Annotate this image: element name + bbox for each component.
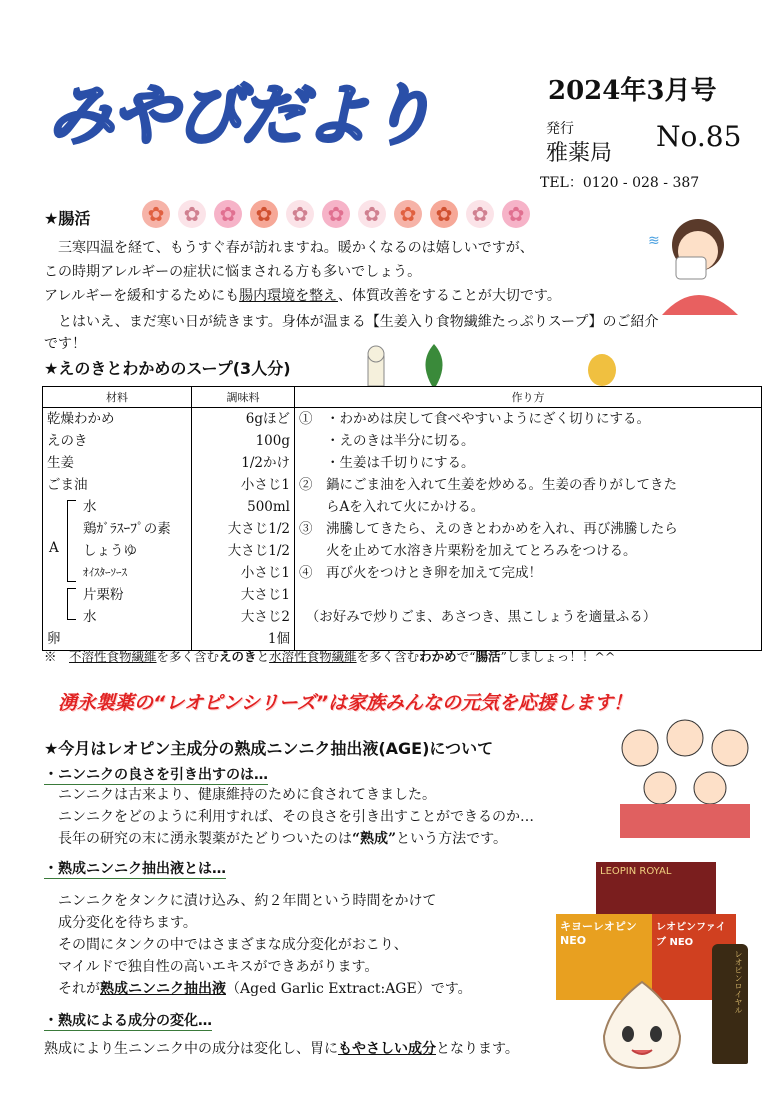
step-line: ② 鍋にごま油を入れて生姜を炒める。生姜の香りがしてきた — [299, 477, 677, 493]
garlic-mascot-illustration — [590, 976, 694, 1072]
age-para-2-2: 成分変化を待ちます。 — [58, 915, 197, 931]
issue-number: No.85 — [656, 120, 742, 153]
gut-para-5: です！ — [44, 336, 86, 352]
amount-list — [192, 408, 295, 651]
recipe-note: ※ 不溶性食物繊維を多く含むえのきと水溶性食物繊維を多く含むわかめで“腸活”しましょっ！！^^ — [44, 649, 616, 664]
sneezing-woman-illustration — [640, 205, 750, 315]
list-item: 大さじ1/2 — [227, 543, 290, 559]
flower-row — [142, 200, 530, 228]
list-item: 水 — [83, 609, 97, 625]
age-heading: ★今月はレオピン主成分の熟成ニンニク抽出液(AGE)について — [44, 739, 494, 758]
list-item: 片栗粉 — [83, 587, 124, 603]
plum-flower-icon: ✿ — [250, 200, 278, 228]
list-item: 1/2かけ — [241, 455, 290, 471]
age-para-1-3: 長年の研究の末に湧永製薬がたどりついたのは“熟成”という方法です。 — [58, 831, 507, 847]
group-a-label: A — [49, 540, 59, 556]
step-line: （お好みで炒りごま、あさつき、黒こしょうを適量ふる） — [299, 609, 657, 625]
plum-flower-icon: ✿ — [430, 200, 458, 228]
enoki-icon — [368, 346, 384, 386]
list-item: 卵 — [47, 631, 61, 647]
step-line: ・えのきは半分に切る。 — [299, 433, 475, 449]
ingredient-list — [43, 408, 192, 651]
leopin-banner: 湧永製薬の“レオピンシリーズ”は家族みんなの元気を応援します！ — [58, 692, 633, 714]
list-item: 乾燥わかめ — [47, 411, 115, 427]
telephone: TEL：0120 - 028 - 387 — [540, 175, 700, 191]
list-item: 大さじ1 — [240, 587, 290, 603]
col-seasoning: 調味料 — [192, 387, 295, 408]
list-item: 生姜 — [47, 455, 74, 471]
list-item: 1個 — [267, 631, 290, 647]
product-box-kyoleopin: キヨーレオピン NEO — [556, 914, 656, 1000]
age-para-2-1: ニンニクをタンクに漬け込み、約２年間という時間をかけて — [58, 893, 437, 909]
recipe-illustrations — [354, 342, 634, 388]
age-para-3: 熟成により生ニンニク中の成分は変化し、胃にもやさしい成分となります。 — [44, 1041, 519, 1057]
step-line: らAを入れて火にかける。 — [299, 499, 485, 515]
step-line: ③ 沸騰してきたら、えのきとわかめを入れ、再び沸騰したら — [299, 521, 678, 537]
product-bottle-royal: レオピンロイヤル — [712, 944, 748, 1064]
sub-heading-change: ・熟成による成分の変化… — [44, 1010, 212, 1031]
plum-flower-icon: ✿ — [178, 200, 206, 228]
list-item: 水 — [83, 499, 97, 515]
ginger-icon — [588, 354, 616, 386]
plum-flower-icon: ✿ — [142, 200, 170, 228]
age-para-2-5: それが熟成ニンニク抽出液（Aged Garlic Extract:AGE）です。 — [58, 981, 472, 997]
starch-bracket — [67, 588, 76, 620]
col-ingredients: 材料 — [43, 387, 192, 408]
section-heading-gut: ★腸活 — [44, 209, 91, 228]
gut-para-4: とはいえ、まだ寒い日が続きます。身体が温まる【生姜入り食物繊維たっぷりスープ】のご紹介 — [44, 314, 659, 330]
gut-para-2: この時期アレルギーの症状に悩まされる方も多いでしょう。 — [44, 264, 422, 280]
gut-para-1: 三寒四温を経て、もうすぐ春が訪れますね。暖かくなるのは嬉しいですが、 — [44, 240, 534, 256]
recipe-heading: ★えのきとわかめのスープ(3人分) — [44, 359, 291, 378]
publisher-label: 発行 — [546, 121, 574, 137]
list-item: 小さじ1 — [240, 565, 290, 581]
step-line: ④ 再び火をつけとき卵を加えて完成！ — [299, 565, 542, 581]
plum-flower-icon: ✿ — [322, 200, 350, 228]
publisher-name: 雅薬局 — [546, 141, 613, 166]
list-item: 大さじ1/2 — [227, 521, 290, 537]
step-list — [295, 408, 762, 651]
product-box-royal: LEOPIN ROYAL — [596, 862, 716, 922]
age-para-2-3: その間にタンクの中ではさまざまな成分変化がおこり、 — [58, 937, 408, 953]
list-item: しょうゆ — [83, 543, 137, 559]
age-para-1-1: ニンニクは古来より、健康維持のために食されてきました。 — [58, 787, 436, 803]
plum-flower-icon: ✿ — [394, 200, 422, 228]
product-box-five: レオピンファイブ NEO — [652, 914, 736, 1000]
step-line — [299, 584, 757, 606]
list-item: 100g — [255, 433, 290, 449]
step-line: 火を止めて水溶き片栗粉を加えてとろみをつける。 — [299, 543, 637, 559]
recipe-table — [42, 386, 762, 651]
plum-flower-icon: ✿ — [214, 200, 242, 228]
wakame-icon — [425, 344, 442, 386]
plum-flower-icon: ✿ — [358, 200, 386, 228]
age-para-1-2: ニンニクをどのように利用すれば、その良さを引き出すことができるのか… — [58, 809, 534, 825]
plum-flower-icon: ✿ — [466, 200, 494, 228]
list-item: ｵｲｽﾀｰｿｰｽ — [83, 566, 127, 579]
step-line: ・生姜は千切りにする。 — [299, 455, 475, 471]
newsletter-title: みやびだより — [48, 77, 432, 154]
issue-date: 2024年3月号 — [548, 76, 717, 106]
plum-flower-icon: ✿ — [286, 200, 314, 228]
list-item: 500ml — [247, 499, 290, 515]
sub-heading-goodness: ・ニンニクの良さを引き出すのは… — [44, 764, 268, 785]
age-para-2-4: マイルドで独自性の高いエキスができあがります。 — [58, 959, 379, 975]
list-item: ごま油 — [47, 477, 88, 493]
group-a-bracket — [67, 500, 76, 582]
sub-heading-extract: ・熟成ニンニク抽出液とは… — [44, 858, 226, 879]
col-steps: 作り方 — [295, 387, 762, 408]
list-item: 鶏ｶﾞﾗｽｰﾌﾟの素 — [83, 521, 171, 537]
list-item: 6gほど — [245, 411, 290, 427]
step-line: ① ・わかめは戻して食べやすいようにざく切りにする。 — [299, 411, 650, 427]
plum-flower-icon: ✿ — [502, 200, 530, 228]
list-item: 小さじ1 — [240, 477, 290, 493]
list-item: えのき — [47, 433, 88, 449]
gut-para-3: アレルギーを緩和するためにも腸内環境を整え、体質改善をすることが大切です。 — [44, 288, 561, 304]
family-illustration — [600, 708, 770, 838]
svg-text:≋: ≋ — [648, 233, 660, 249]
list-item: 大さじ2 — [240, 609, 290, 625]
